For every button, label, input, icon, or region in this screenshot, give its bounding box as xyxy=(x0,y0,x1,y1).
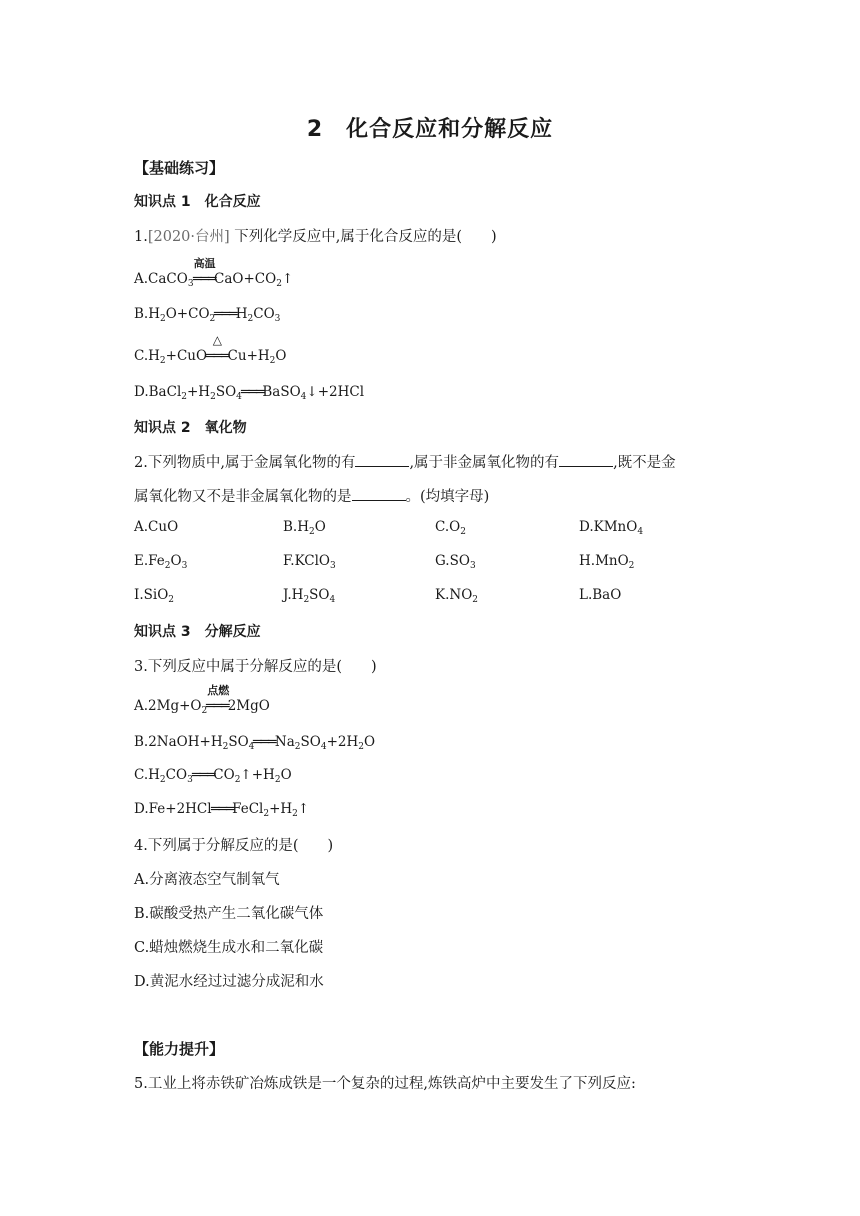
subscript: 2 xyxy=(358,742,364,752)
subscript: 4 xyxy=(320,742,327,752)
option-label: B. xyxy=(134,306,149,322)
subscript: 2 xyxy=(201,706,208,716)
formula-text: SO xyxy=(449,553,470,569)
subscript: 2 xyxy=(160,314,166,324)
formula-text: +CuO xyxy=(165,348,208,364)
formula-text: O xyxy=(170,553,182,569)
formula-text: B. xyxy=(283,519,298,535)
q2-option-g xyxy=(435,553,476,569)
formula-text: ,属于非金属氧化物的有 xyxy=(409,455,560,471)
subscript: 2 xyxy=(210,392,216,402)
q1-option-d xyxy=(134,384,364,400)
formula-text: O xyxy=(275,348,287,364)
q3-option-b xyxy=(134,734,375,750)
q2-option-i xyxy=(134,587,174,603)
gas-arrow-icon: ↑ xyxy=(281,271,294,287)
subscript: 2 xyxy=(164,561,171,571)
q2-option-j xyxy=(283,587,335,603)
subscript: 2 xyxy=(222,742,229,752)
question-1-stem xyxy=(134,225,497,246)
q2-option-h xyxy=(579,553,634,569)
option-label: A. xyxy=(134,271,149,287)
q2-option-k xyxy=(435,587,478,603)
formula-text: Na xyxy=(274,734,295,750)
question-4-stem: 4.下列属于分解反应的是( ) xyxy=(134,838,334,854)
formula-text: O+CO xyxy=(165,306,210,322)
formula-text: +H xyxy=(187,384,211,400)
q3-option-a xyxy=(134,684,270,716)
subscript: 3 xyxy=(330,561,336,571)
formula-text: ═══ xyxy=(192,272,216,287)
formula-text: L. xyxy=(579,587,593,603)
formula-text: A. xyxy=(134,519,149,535)
question-2-line-2 xyxy=(134,485,489,506)
subscript: 4 xyxy=(637,527,644,537)
subscript: 2 xyxy=(263,809,270,819)
reaction-equals-sign xyxy=(193,767,213,783)
q1-option-c xyxy=(134,333,287,366)
question-source: [2020·台州] xyxy=(147,229,230,245)
formula-text: O xyxy=(314,519,326,535)
formula-text: +2H xyxy=(326,734,359,750)
formula-text: NO xyxy=(449,587,473,603)
formula-text: SO xyxy=(309,587,330,603)
formula-text: CO xyxy=(213,767,235,783)
formula-text: FeCl xyxy=(232,801,264,817)
section-basic-practice: 【基础练习】 xyxy=(134,159,225,177)
q2-option-b xyxy=(283,519,326,535)
formula-text: H xyxy=(235,306,248,322)
formula-text: H xyxy=(148,306,160,322)
question-5-stem: 5.工业上将赤铁矿冶炼成铁是一个复杂的过程,炼铁高炉中主要发生了下列反应: xyxy=(134,1076,636,1092)
reaction-equals-sign xyxy=(242,384,262,400)
formula-text: H xyxy=(148,767,160,783)
q3-option-d xyxy=(134,801,309,817)
formula-text: +H xyxy=(269,801,293,817)
formula-text: H xyxy=(297,519,309,535)
subscript: 2 xyxy=(168,595,174,605)
subscript: 2 xyxy=(274,775,281,785)
knowledge-point-1: 知识点 1 化合反应 xyxy=(134,194,261,210)
reaction-equals-sign xyxy=(206,684,230,714)
q1-option-a xyxy=(134,257,294,289)
subscript: 4 xyxy=(248,742,255,752)
subscript: 2 xyxy=(472,595,479,605)
q2-option-c xyxy=(435,519,466,535)
subscript: 2 xyxy=(159,356,166,366)
formula-text: SO xyxy=(215,384,237,400)
formula-text: E. xyxy=(134,553,149,569)
formula-text: ↑+H xyxy=(240,767,275,783)
formula-text: ═══ xyxy=(206,699,229,714)
formula-text: G. xyxy=(435,553,450,569)
formula-text: CaCO xyxy=(148,271,188,287)
formula-text: B. xyxy=(134,734,149,750)
formula-text: KMnO xyxy=(593,519,638,535)
reaction-equals-sign xyxy=(215,306,235,322)
subscript: 3 xyxy=(187,775,193,785)
subscript: 3 xyxy=(187,279,194,289)
subscript: 2 xyxy=(303,595,310,605)
q4-option-a: A.分离液态空气制氧气 xyxy=(134,872,280,888)
question-text: 下列化学反应中,属于化合反应的是( ) xyxy=(229,229,497,245)
formula-text: O xyxy=(363,734,376,750)
answer-blank[interactable] xyxy=(352,486,406,501)
knowledge-point-2: 知识点 2 氧化物 xyxy=(134,420,247,436)
q2-option-l xyxy=(579,587,621,603)
formula-text: SO xyxy=(228,734,249,750)
option-label: D. xyxy=(134,384,149,400)
subscript: 2 xyxy=(234,775,241,785)
formula-text: SO xyxy=(300,734,321,750)
reaction-equals-sign xyxy=(206,333,229,364)
formula-text: Fe xyxy=(148,553,165,569)
formula-text: CO xyxy=(253,306,275,322)
knowledge-point-3: 知识点 3 分解反应 xyxy=(134,624,261,640)
subscript: 2 xyxy=(276,279,282,289)
formula-text: O xyxy=(449,519,461,535)
subscript: 3 xyxy=(469,561,476,571)
formula-text: BaSO xyxy=(262,384,301,400)
subscript: 2 xyxy=(269,356,276,366)
subscript: 2 xyxy=(209,314,216,324)
formula-text: ═══ xyxy=(206,349,229,364)
formula-text: ═══ xyxy=(214,307,237,322)
precipitate-arrow-icon: ↓+2HCl xyxy=(306,384,365,400)
formula-text: Cu+H xyxy=(227,348,270,364)
answer-blank[interactable] xyxy=(559,452,613,467)
q1-option-b xyxy=(134,306,280,322)
section-ability-improvement: 【能力提升】 xyxy=(134,1040,225,1058)
formula-text: H xyxy=(291,587,304,603)
formula-text: H. xyxy=(579,553,596,569)
subscript: 2 xyxy=(292,809,298,819)
subscript: 3 xyxy=(181,561,188,571)
formula-text: 2MgO xyxy=(227,698,270,714)
question-number: 1. xyxy=(134,229,148,245)
formula-text: O xyxy=(280,767,292,783)
subscript: 2 xyxy=(159,775,166,785)
q2-option-f xyxy=(283,553,336,569)
question-2-line-1 xyxy=(134,451,676,472)
formula-text: ↑ xyxy=(297,801,310,817)
q4-option-d: D.黄泥水经过过滤分成泥和水 xyxy=(134,974,324,990)
reaction-equals-sign xyxy=(254,734,274,750)
formula-text: ,既不是金 xyxy=(613,455,676,471)
formula-text: K. xyxy=(435,587,450,603)
formula-text: BaCl xyxy=(148,384,182,400)
formula-text: ═══ xyxy=(210,802,234,817)
formula-text: ═══ xyxy=(240,385,264,400)
q4-option-b: B.碳酸受热产生二氧化碳气体 xyxy=(134,906,324,922)
formula-text: A. xyxy=(134,698,149,714)
formula-text: D. xyxy=(579,519,594,535)
subscript: 2 xyxy=(247,314,254,324)
formula-text: C. xyxy=(134,767,149,783)
subscript: 2 xyxy=(309,527,315,537)
formula-text: BaO xyxy=(592,587,622,603)
formula-text: CuO xyxy=(148,519,179,535)
heat-triangle-icon: △ xyxy=(212,333,222,347)
q2-option-e xyxy=(134,553,187,569)
q3-option-c xyxy=(134,767,292,783)
formula-text: SiO xyxy=(143,587,169,603)
reaction-equals-sign xyxy=(192,257,216,287)
question-3-stem: 3.下列反应中属于分解反应的是( ) xyxy=(134,659,377,675)
subscript: 4 xyxy=(300,392,307,402)
answer-blank[interactable] xyxy=(355,452,409,467)
formula-text: 2.下列物质中,属于金属氧化物的有 xyxy=(134,455,356,471)
formula-text: 2NaOH+H xyxy=(148,734,223,750)
q2-option-a xyxy=(134,519,178,535)
subscript: 3 xyxy=(274,314,281,324)
option-label: C. xyxy=(134,348,149,364)
formula-text: 2Mg+O xyxy=(148,698,202,714)
subscript: 2 xyxy=(181,392,187,402)
q2-option-d xyxy=(579,519,643,535)
formula-text: MnO xyxy=(595,553,629,569)
formula-text: D. xyxy=(134,801,149,817)
reaction-condition: 点燃 xyxy=(207,684,230,697)
formula-text: J. xyxy=(283,587,292,603)
formula-text: KClO xyxy=(294,553,330,569)
formula-text: C. xyxy=(435,519,450,535)
formula-text: ═══ xyxy=(191,768,215,783)
formula-text: H xyxy=(148,348,160,364)
q4-option-c: C.蜡烛燃烧生成水和二氧化碳 xyxy=(134,940,324,956)
subscript: 2 xyxy=(294,742,301,752)
subscript: 4 xyxy=(329,595,336,605)
reaction-condition: 高温 xyxy=(193,257,216,270)
formula-text: ═══ xyxy=(253,735,276,750)
formula-text: 。(均填字母) xyxy=(405,489,490,505)
formula-text: F. xyxy=(283,553,295,569)
page-title: 2 化合反应和分解反应 xyxy=(306,117,554,142)
subscript: 4 xyxy=(236,392,242,402)
formula-text: 属氧化物又不是非金属氧化物的是 xyxy=(134,489,352,505)
formula-text: I. xyxy=(134,587,144,603)
formula-text: CO xyxy=(165,767,188,783)
reaction-equals-sign xyxy=(212,801,232,817)
subscript: 2 xyxy=(460,527,466,537)
formula-text: Fe+2HCl xyxy=(148,801,212,817)
subscript: 2 xyxy=(628,561,635,571)
formula-text: CaO+CO xyxy=(214,271,277,287)
